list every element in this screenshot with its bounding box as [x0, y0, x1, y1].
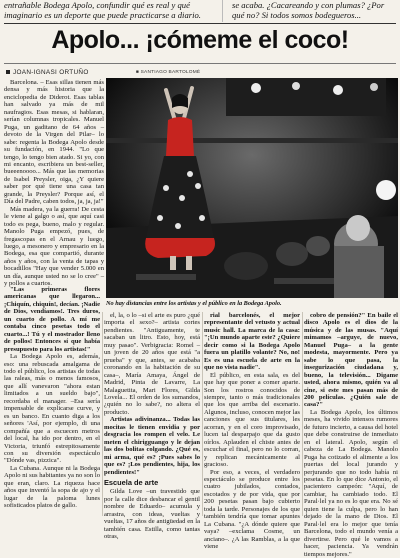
article-paragraph: Artistas adivinanza... Todas las mocitas le tienen envidia y por desgracia los rompen el velo. Le meten el chirigguango y le dejan las dos bolitas colgando. ¿Qué es, mi arma, qué es? ¡Pues sabes lo que es? ¡Los pendientes, hija, los pendientes!"	[104, 416, 200, 476]
article-paragraph: Por eso, a veces, el verdadero espectáculo se produce entre los cuatro jubilados, contados, escotados y de por vida, que por 200 pesetas pasan bajo cubierto toda la tarde. Personajes de los que también tendría que tomar apuntes La Cubana. "¿A dónde quiere que vaya? –exclama Cosme, un anciano–. ¿A las Ramblas, a la que viene	[204, 468, 300, 551]
article-photo	[106, 78, 398, 298]
continuation-strip	[4, 0, 398, 22]
article-paragraph: rial barcelonés, el mejor representante del vetusto y actual music hall. La marca de la casa: "¡Un mundo aparte este? ¿Quiere decir como si la Bodega Apolo fuera un platillo volante? No, no! Es es una escuela de arte en la que no vista nadie".	[204, 312, 300, 372]
top-rule	[4, 23, 396, 24]
article-paragraph: cobro de pensión?" En baile el disco Apolo es el dios de la música y de las musas. "Aquí mimamos –arguye, de nuevo, Manuel Puga– a la gente modesta, mayormente. Pero ya sabe lo que pasa, la insegurización ciudadana y, bueno, la televisión... Digame usted, ahora mismo, quién va al cine, si este mes pasan más de 200 películas. ¿Quién sale de casa?"	[304, 312, 398, 409]
article-paragraph: Más madera, ya la guerra! De cesta le viene al galgo o así, que aquí casi todo es pega, bueno, malo y regular. Manolo Puga empezó, pues, de fregascopas en el Arnau y luego, luego, a mesonero y empresario en la Bodega, esa que compartió, durante años y años, con la venta de tapas y bocadillos "Hay que vender 5.000 en un día, aunque usted no se lo cree" – y pollos a cuartos.	[4, 205, 104, 288]
column-divider	[302, 312, 303, 516]
article-column-1	[4, 286, 100, 516]
byline-author: JOAN-IGNASI ORTUÑO	[13, 69, 89, 76]
continuation-text-left: entrañable Bodega Apolo, confundir qué es real y qué imaginario es un deporte que puede practicarse a diario.	[4, 0, 201, 21]
column-divider	[222, 0, 223, 22]
section-subheading: Escuela de arte	[104, 477, 159, 487]
article-paragraph: La Cubana. Aunque ni la Bodega Apolo ni sus habitantes ya no son lo que eran, claro. La riqueza hace años que inventó la sopa de ajo y el lugar de la paloma lunes sofisticados platos de gallo.	[4, 464, 100, 510]
column-divider	[202, 312, 203, 516]
article-column-upper	[4, 79, 104, 286]
photo-credit	[136, 70, 200, 75]
headline-rule	[4, 63, 396, 64]
byline-bullet-icon	[6, 70, 10, 74]
article-paragraph: "Las primeras flores americanas que llegaron... ¡Chiquín, chiquín!, decían. ¡Nadie de Dios, vendíamos!. Tres duros, un cuarto de pollo. A mí me contaba cinco pesetas todo el cuarto...! Tú y el mostrador lleno de pollos! Entonces sí que había presupuesto para los artistas!"	[4, 286, 100, 353]
article-paragraph: La Bodega Apolo, los últimos meses, ha vivido intensos rumores de futuro incierto, a causa del hotel que debe construirse de inmediato en el lateral. Apolo, según el cabeza de La Bodega. Manolo Puga ha cotizado el alimente a los puertas del local jurando y perjurando que no todo había ni pesetas. En lo que dice Antonio, el pacientero campeón: "Aquí, de cambiar, ha cambiado todo. El Paral·lel ya no es lo que era. No sé quien tiene la culpa, pero lo han dejado de la mano de Dios. El Paral·lel era lo mejor que tenía Barcelona, todo el mundo venía a divertirse. Pero qué le vamos a hacer, paciencia. Ya vendrán tiempos mejores."	[304, 408, 398, 558]
article-paragraph: El público, en esta sala, es del que hay que poner a comer aparte. Son los rostros conocidos de siempre, tanto o más tradicionales que los que arriba del escenario. Algunos, incluso, conocen mejor las canciones que sus titulares, les acorran, y en el coro improvisado, lucen tal desparpajo que da gusto oírlos. Aplauden el chiste antes de escuchar el final, pero no lo corran, y replican mecánicamente al gracioso.	[204, 371, 300, 469]
article-paragraph: el, la, o lo –si el arte es puro ¿qué importa el sexo?– artista cortes pendientes. "Antiguamente, te sacaban un litro. Esto, hoy, está muy pasao". Verbigracia: Romel –un joven de 20 años que está "a prueba" y que, antes, se acababa coronando en la habitación de su casa–, María Amaya, Ángel de Madrid, Pinta de Lavarre, La Malaguetita, Mari Flores, Gilda Lovela... El orden de los sumandos, ¿quién no lo sabe?, no altera el producto.	[104, 312, 200, 416]
article-column-2	[104, 312, 200, 541]
continuation-text-right: se acaba. ¿Cacareando y con plumas? ¿Por qué no? Si todos somos bodegueros...	[232, 0, 385, 21]
performer-stage-illustration	[106, 78, 398, 298]
photo-caption: No hay distancias entre los artistas y el público en la Bodega Apolo.	[106, 300, 282, 307]
article-paragraph: La Bodega Apolo es, además, eso: una rebuscada amalgama de todo el público, los artistas de todas las raleas, más o menos famosos, que allí vanevaron "ahora estan limitados a un sueldo bajo", recordaba el manager. –Esa sería impensable de explicarse curve, y es un banco. En cuanto diga a los señores 'Así, por ejemplo, di una compañía que a escuecen metros del local, ha ido por dentro, en el Victoria, triunfó estrepitosamente con su diversión espectáculo "Dónde vas, pizzica".	[4, 353, 100, 465]
article-paragraph: Barcelona. – Esas sillas tienen más densa y más historia que la enciclopedia de Diderot. Esas tablas han salvado ya más de mil naufragios. Esas mesas, si hablaran, serían columnas tropicales. Manuel Puga, un gaditano de 64 años –devoto de la Virgen del Pilar– lo sabe: regenta la Bodega Apolo desde su fundación, en 1944. "Lo que tengo, lo tengo bien atado. Si yo, con mi encanto, escribiera un best-seller, bueeenoooo... Más que las memorias de Isabel Preysler, oiga, ¿Y quiere saber por qué tiene una casa tan grande, la Preysler? Porque así, el Día del Padre, caben todos, ja, ja, ja!"	[4, 79, 104, 206]
byline	[6, 69, 89, 76]
headline: Apolo... ¡cómeme el coco!	[51, 26, 349, 54]
article-column-4	[304, 312, 398, 558]
photo-credit-text: SANTIAGO BARTOLOMÉ	[140, 70, 201, 75]
article-paragraph: Gilda Love –un travestido que por la calle dice desbancar el gentil nombre de Eduardo– acumula y arrastra, con ideas, vueltas y vueltas, 17 años de antigüedad en la también casa. Estilla, como tantas otras,	[104, 488, 200, 541]
column-divider	[102, 312, 103, 516]
article-column-3	[204, 312, 300, 551]
photo-credit-mark-icon: ■	[136, 70, 141, 75]
